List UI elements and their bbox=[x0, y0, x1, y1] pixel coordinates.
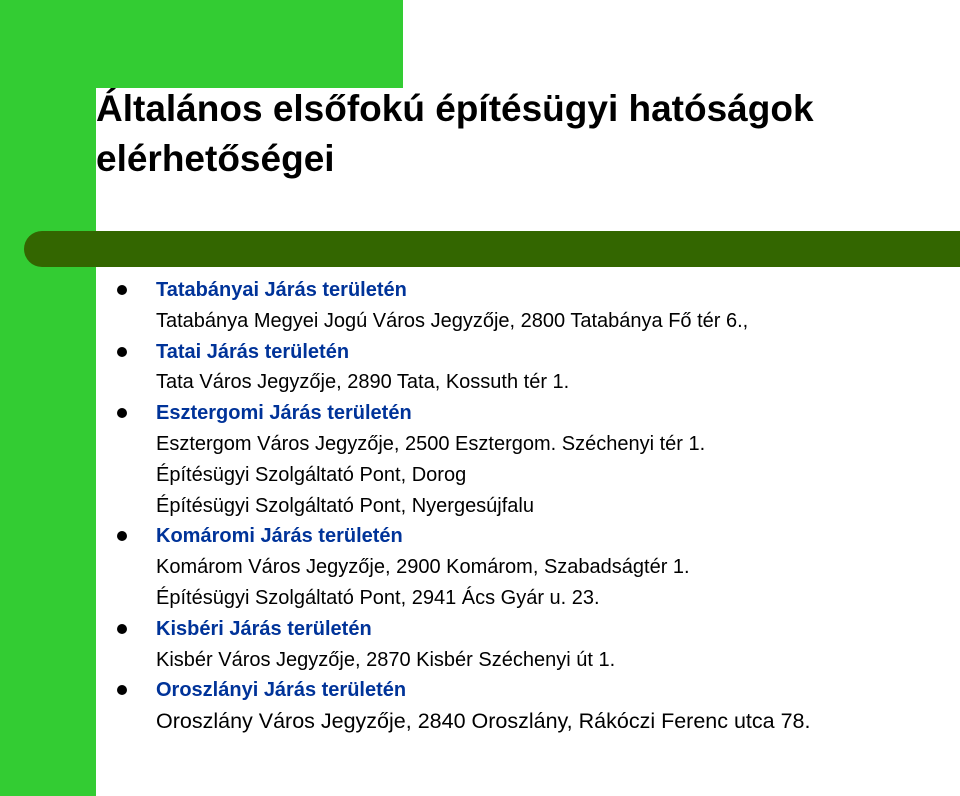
bullet-icon bbox=[117, 685, 127, 695]
district-heading: Komáromi Járás területén bbox=[156, 525, 403, 548]
service-point: Építésügyi Szolgáltató Pont, Nyergesújfalu bbox=[156, 494, 534, 517]
authority-address: Kisbér Város Jegyzője, 2870 Kisbér Széchenyi út 1. bbox=[156, 648, 616, 671]
authority-address: Tatabánya Megyei Jogú Város Jegyzője, 2800 Tatabánya Fő tér 6., bbox=[156, 309, 749, 332]
list-item-heading bbox=[0, 275, 960, 306]
list-item-detail bbox=[0, 552, 960, 583]
list-item-heading bbox=[0, 614, 960, 645]
service-point: Építésügyi Szolgáltató Pont, 2941 Ács Gyár u. 23. bbox=[156, 586, 600, 609]
list-item-detail bbox=[0, 645, 960, 676]
list-item-heading bbox=[0, 521, 960, 552]
district-heading: Tatai Járás területén bbox=[156, 340, 350, 363]
district-heading: Kisbéri Járás területén bbox=[156, 617, 372, 640]
list-item-heading bbox=[0, 398, 960, 429]
district-heading: Tatabányai Járás területén bbox=[156, 279, 407, 301]
bullet-icon bbox=[117, 531, 127, 541]
title-line-1: Általános elsőfokú építésügyi hatóságok bbox=[96, 88, 814, 129]
authority-address: Esztergom Város Jegyzője, 2500 Esztergom. Széchenyi tér 1. bbox=[156, 432, 706, 455]
bullet-icon bbox=[117, 347, 127, 357]
bullet-icon bbox=[117, 624, 127, 634]
list-item-detail bbox=[0, 460, 960, 491]
accent-bar-top bbox=[0, 0, 403, 88]
list-item-detail bbox=[0, 306, 960, 337]
bullet-icon bbox=[117, 408, 127, 418]
service-point: Építésügyi Szolgáltató Pont, Dorog bbox=[156, 463, 467, 486]
title-divider bbox=[24, 231, 960, 267]
district-heading: Esztergomi Járás területén bbox=[156, 402, 412, 425]
list-item-heading bbox=[0, 337, 960, 368]
district-heading: Oroszlányi Járás területén bbox=[156, 679, 407, 702]
list-item-detail bbox=[0, 491, 960, 522]
list-item-detail bbox=[0, 706, 960, 737]
page-title bbox=[96, 84, 936, 184]
list-item-detail bbox=[0, 367, 960, 398]
title-line-2: elérhetőségei bbox=[96, 138, 335, 179]
authority-address: Komárom Város Jegyzője, 2900 Komárom, Szabadságtér 1. bbox=[156, 556, 690, 579]
authority-list bbox=[0, 275, 960, 737]
list-item-detail bbox=[0, 429, 960, 460]
authority-address: Oroszlány Város Jegyzője, 2840 Oroszlány, Rákóczi Ferenc utca 78. bbox=[156, 709, 811, 734]
list-item-detail bbox=[0, 583, 960, 614]
authority-address: Tata Város Jegyzője, 2890 Tata, Kossuth tér 1. bbox=[156, 371, 570, 394]
bullet-icon bbox=[117, 285, 127, 295]
list-item-heading bbox=[0, 675, 960, 706]
